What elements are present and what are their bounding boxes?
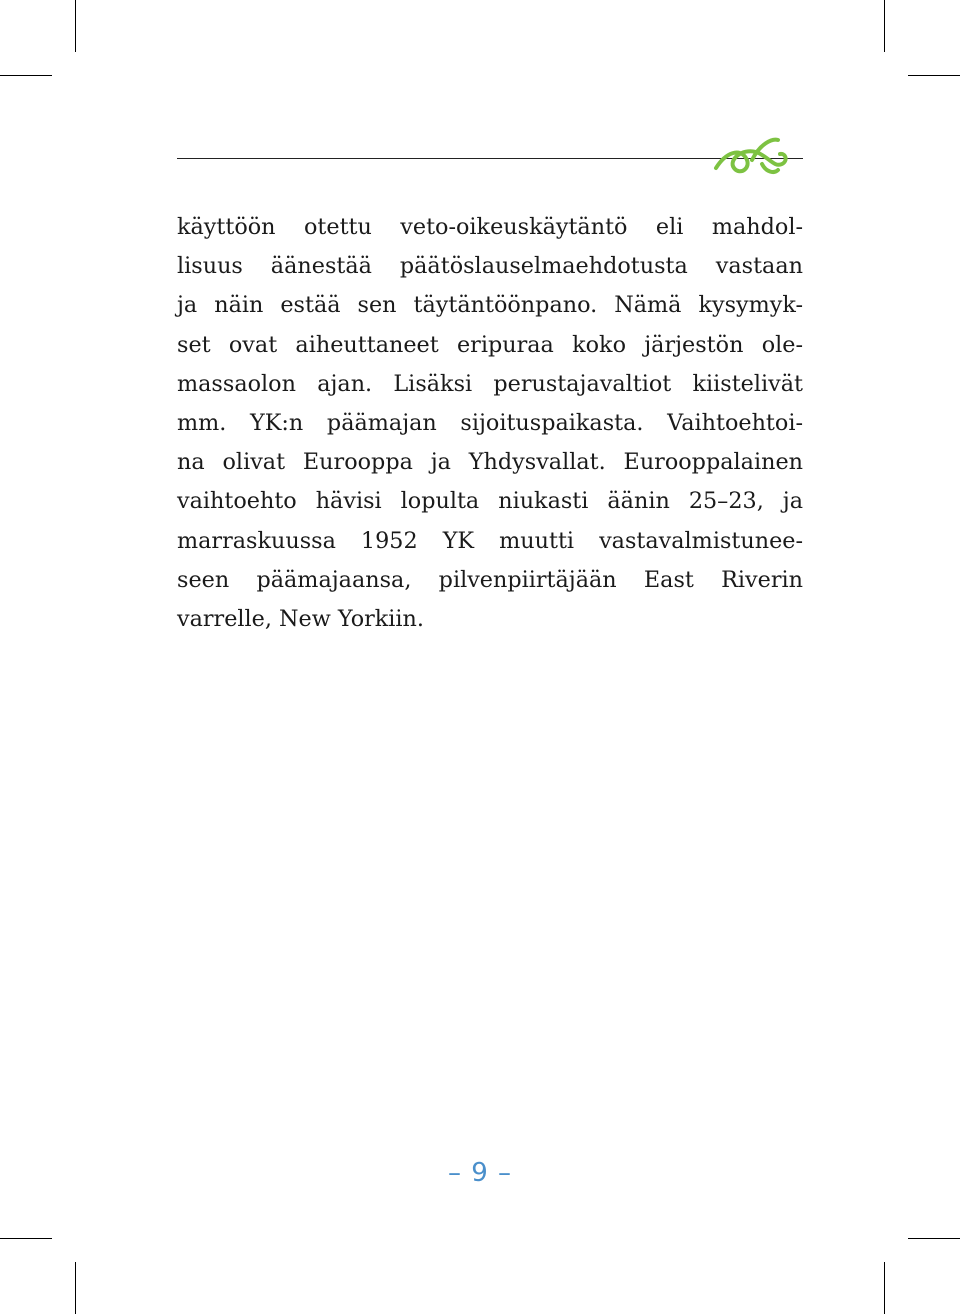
header-rule bbox=[177, 158, 803, 159]
text-line: käyttöön otettu veto-oikeuskäytäntö eli mahdol- bbox=[177, 214, 803, 240]
text-line: set ovat aiheuttaneet eripuraa koko järjestön ole- bbox=[177, 331, 803, 358]
green-flourish-icon bbox=[712, 134, 790, 180]
page-number: – 9 – bbox=[447, 1158, 513, 1188]
crop-mark bbox=[908, 75, 960, 76]
text-line: massaolon ajan. Lisäksi perustajavaltiot kiistelivät bbox=[177, 370, 803, 397]
text-line: varrelle, New Yorkiin. bbox=[177, 605, 424, 632]
crop-mark bbox=[884, 0, 885, 52]
text-line: vaihtoehto hävisi lopulta niukasti äänin 25–23, ja bbox=[177, 488, 803, 515]
text-line: mm. YK:n päämajan sijoituspaikasta. Vaihtoehtoi- bbox=[177, 409, 803, 436]
body-paragraph bbox=[177, 208, 803, 639]
crop-mark bbox=[75, 0, 76, 52]
text-line: ja näin estää sen täytäntöönpano. Nämä kysymyk- bbox=[177, 292, 803, 319]
crop-mark bbox=[0, 75, 52, 76]
crop-mark bbox=[0, 1238, 52, 1239]
text-line: marraskuussa 1952 YK muutti vastavalmistunee- bbox=[177, 527, 803, 554]
crop-mark bbox=[884, 1262, 885, 1314]
text-line: seen päämajaansa, pilvenpiirtäjään East Riverin bbox=[177, 566, 803, 593]
text-line: na olivat Eurooppa ja Yhdysvallat. Eurooppalainen bbox=[177, 449, 803, 476]
crop-mark bbox=[75, 1262, 76, 1314]
crop-mark bbox=[908, 1238, 960, 1239]
text-line: lisuus äänestää päätöslauselmaehdotusta vastaan bbox=[177, 253, 803, 280]
